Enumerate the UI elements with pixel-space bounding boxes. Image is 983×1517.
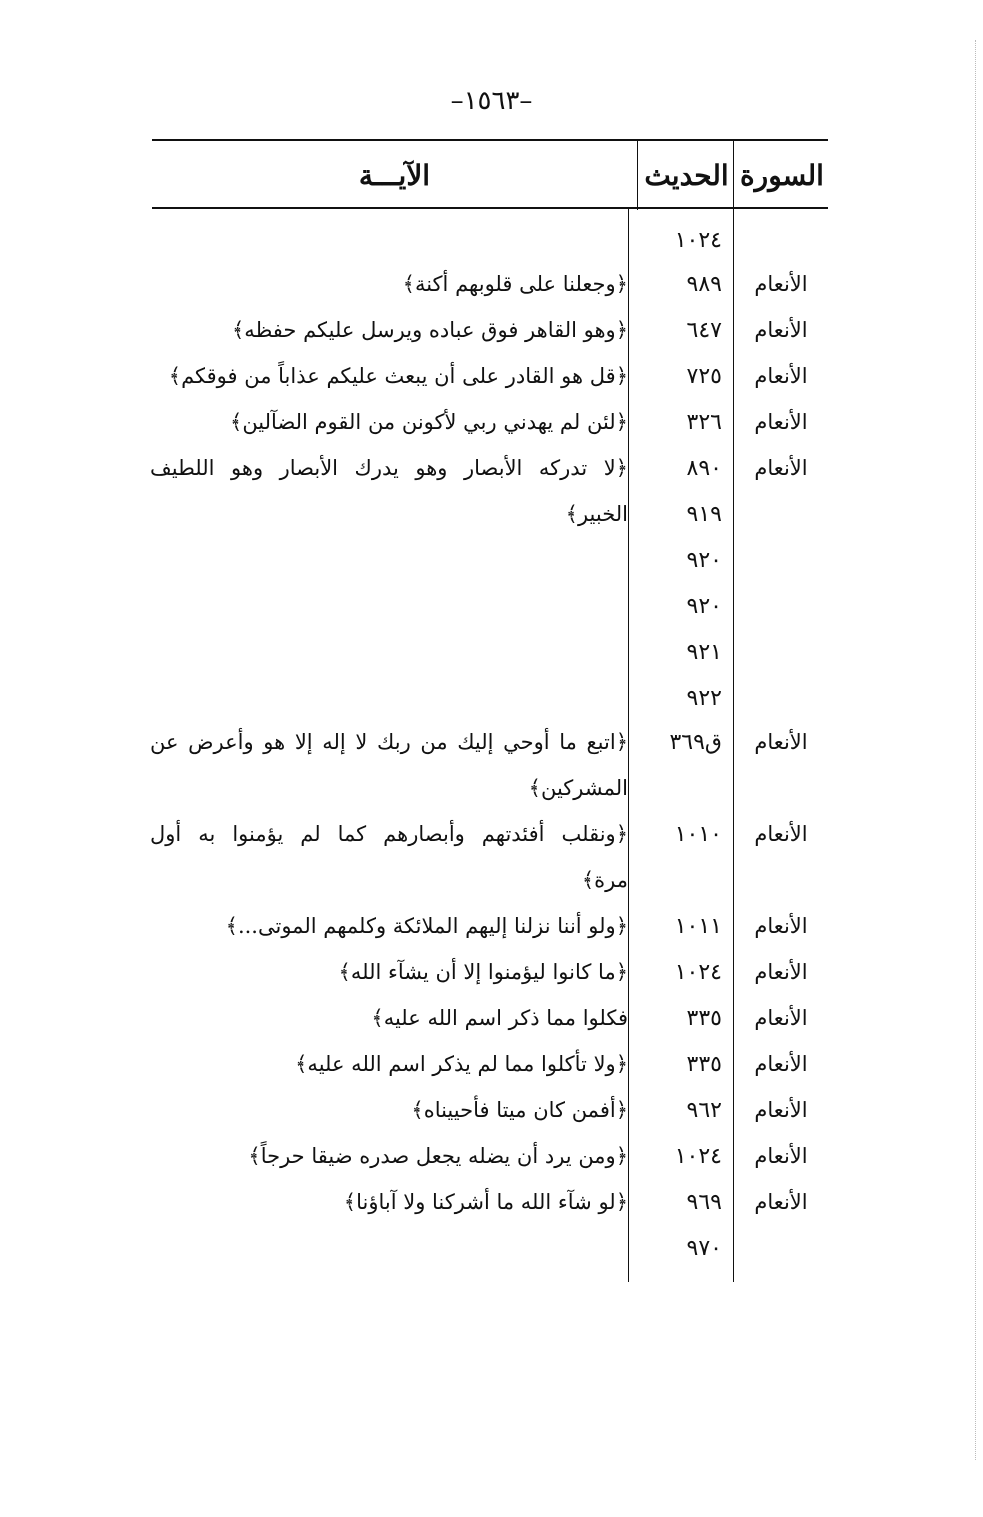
header-ayah: الآيـــة	[358, 159, 431, 192]
row-14-ayah: مرة﴾	[581, 868, 628, 892]
row-17-hadith: ٣٣٥	[686, 1006, 722, 1031]
row-19-surah: الأنعام	[754, 1098, 808, 1122]
row-5-surah: الأنعام	[754, 456, 808, 480]
divider-hadith-ayah-body	[628, 208, 629, 1282]
top-rule	[152, 139, 828, 141]
row-20-ayah: ﴿ومن يرد أن يضله يجعل صدره ضيقا حرجاً﴾	[248, 1144, 628, 1168]
row-3-ayah: ﴿قل هو القادر على أن يبعث عليكم عذاباً من فوقكم﴾	[168, 364, 628, 388]
row-3-hadith: ٧٢٥	[686, 364, 722, 389]
row-8-hadith: ٩٢٠	[686, 594, 722, 619]
row-19-ayah: ﴿أفمن كان ميتا فأحييناه﴾	[411, 1098, 628, 1122]
row-18-hadith: ٣٣٥	[686, 1052, 722, 1077]
page-edge-line	[975, 40, 976, 1460]
row-11-ayah: ﴿اتبع ما أوحي إليك من ربك لا إله إلا هو وأعرض عن	[150, 730, 628, 754]
row-4-ayah: ﴿لئن لم يهدني ربي لأكونن من القوم الضآلين﴾	[230, 410, 628, 434]
row-16-ayah: ﴿ما كانوا ليؤمنوا إلا أن يشآء الله﴾	[338, 960, 628, 984]
row-17-ayah: فكلوا مما ذكر اسم الله عليه﴾	[371, 1006, 628, 1030]
row-19-hadith: ٩٦٢	[686, 1098, 722, 1123]
row-16-hadith: ١٠٢٤	[674, 960, 722, 985]
row-13-hadith: ١٠١٠	[674, 822, 722, 847]
row-13-surah: الأنعام	[754, 822, 808, 846]
header-hadith: الحديث	[644, 159, 729, 192]
row-7-hadith: ٩٢٠	[686, 548, 722, 573]
row-11-hadith: ق٣٦٩	[669, 730, 722, 755]
row-6-hadith: ٩١٩	[686, 502, 722, 527]
row-21-surah: الأنعام	[754, 1190, 808, 1214]
row-15-surah: الأنعام	[754, 914, 808, 938]
row-10-hadith: ٩٢٢	[686, 686, 722, 711]
row-1-ayah: ﴿وجعلنا على قلوبهم أكنة﴾	[402, 272, 628, 296]
row-20-surah: الأنعام	[754, 1144, 808, 1168]
row-9-hadith: ٩٢١	[686, 640, 722, 665]
row-11-surah: الأنعام	[754, 730, 808, 754]
row-16-surah: الأنعام	[754, 960, 808, 984]
divider-surah-hadith	[733, 140, 734, 1282]
row-0-hadith: ١٠٢٤	[674, 228, 722, 253]
row-18-ayah: ﴿ولا تأكلوا مما لم يذكر اسم الله عليه﴾	[295, 1052, 628, 1076]
row-4-surah: الأنعام	[754, 410, 808, 434]
row-3-surah: الأنعام	[754, 364, 808, 388]
row-2-surah: الأنعام	[754, 318, 808, 342]
row-15-ayah: ﴿ولو أننا نزلنا إليهم الملائكة وكلمهم الموتى...﴾	[225, 914, 628, 938]
page-number: –١٥٦٣–	[450, 86, 533, 116]
row-5-hadith: ٨٩٠	[686, 456, 722, 481]
row-12-ayah: المشركين﴾	[528, 776, 628, 800]
divider-hadith-ayah	[637, 140, 638, 210]
row-20-hadith: ١٠٢٤	[674, 1144, 722, 1169]
row-17-surah: الأنعام	[754, 1006, 808, 1030]
row-1-hadith: ٩٨٩	[686, 272, 722, 297]
row-2-hadith: ٦٤٧	[686, 318, 722, 343]
row-1-surah: الأنعام	[754, 272, 808, 296]
row-18-surah: الأنعام	[754, 1052, 808, 1076]
row-5-ayah: ﴿لا تدركه الأبصار وهو يدرك الأبصار وهو اللطيف	[150, 456, 628, 480]
row-21-hadith: ٩٦٩	[686, 1190, 722, 1215]
row-21-ayah: ﴿لو شآء الله ما أشركنا ولا آباؤنا﴾	[343, 1190, 628, 1214]
row-15-hadith: ١٠١١	[674, 914, 722, 939]
row-2-ayah: ﴿وهو القاهر فوق عباده ويرسل عليكم حفظه﴾	[232, 318, 628, 342]
row-6-ayah: الخبير﴾	[565, 502, 628, 526]
row-22-hadith: ٩٧٠	[686, 1236, 722, 1261]
header-rule	[152, 207, 828, 209]
row-13-ayah: ﴿ونقلب أفئدتهم وأبصارهم كما لم يؤمنوا به أول	[150, 822, 628, 846]
row-4-hadith: ٣٢٦	[686, 410, 722, 435]
header-surah: السورة	[740, 159, 824, 192]
